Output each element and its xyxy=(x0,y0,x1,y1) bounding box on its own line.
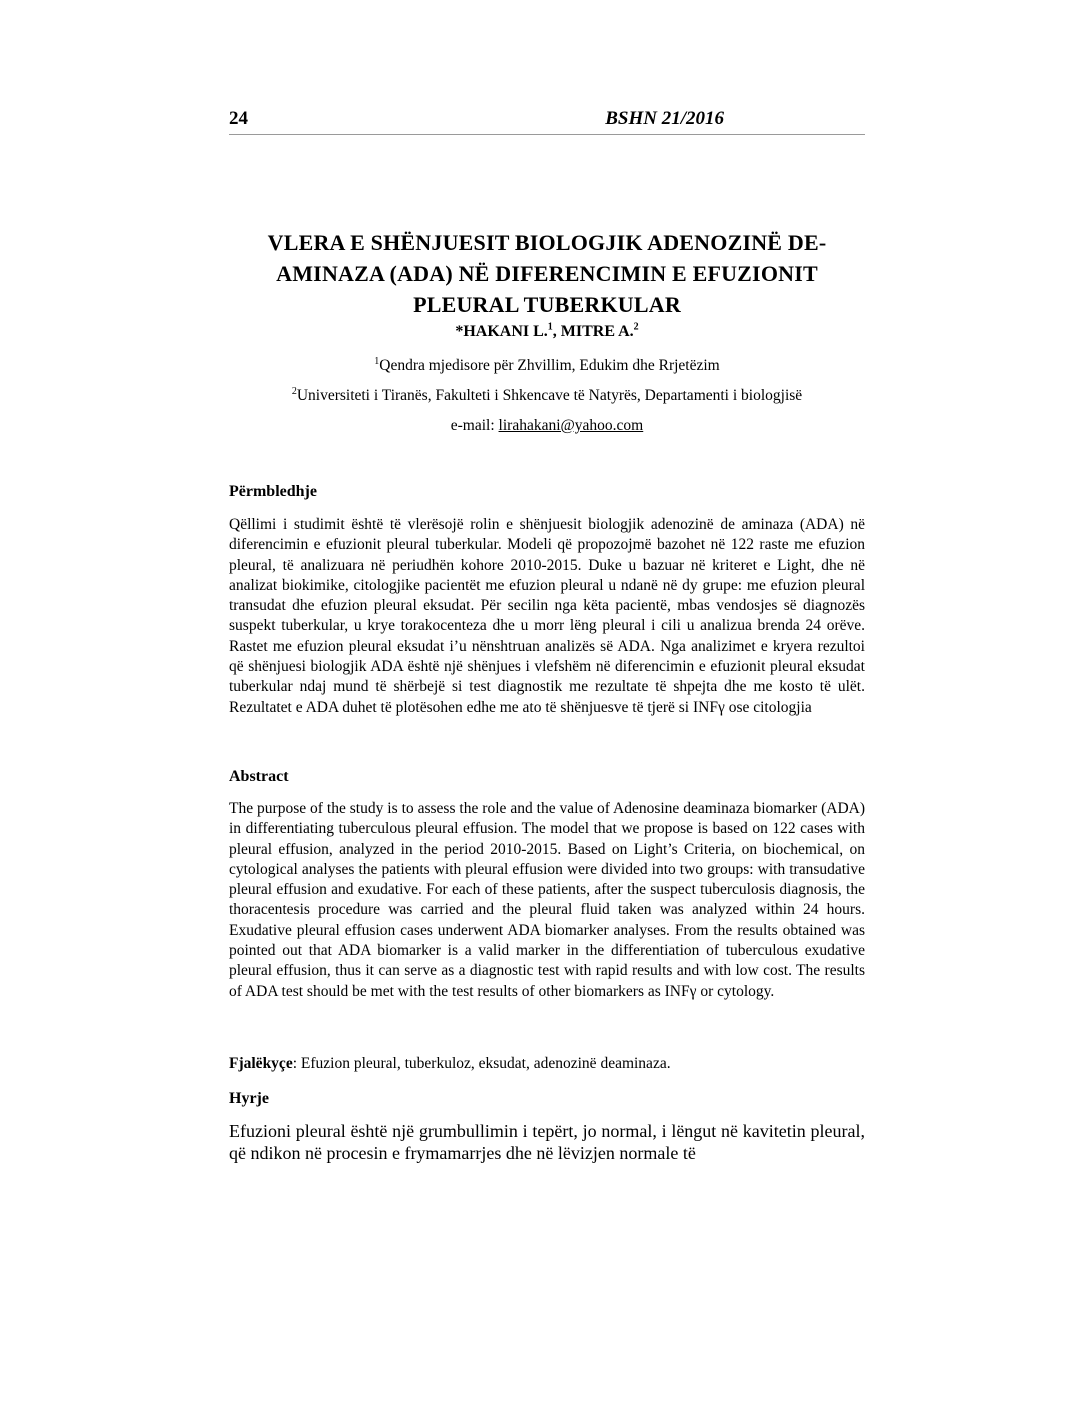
affiliation-1-mark: 1 xyxy=(374,355,380,367)
hyrje-text: Efuzioni pleural është një grumbullimin i tepërt, jo normal, i lëngut në kavitetin pleural, që ndikon në procesin e frymamarrjes dhe në lëvizjen normale të xyxy=(229,1121,865,1163)
email-line xyxy=(229,414,865,438)
email-link[interactable]: lirahakani@yahoo.com xyxy=(498,417,644,434)
journal-issue: BSHN 21/2016 xyxy=(605,108,724,129)
author-line xyxy=(229,320,865,344)
heading-permbledhje: Përmbledhje xyxy=(229,483,317,500)
header-divider xyxy=(229,134,865,135)
affiliation-2-text: Universiteti i Tiranës, Fakulteti i Shkencave të Natyrës, Departamenti i biologjisë xyxy=(296,387,803,404)
affiliation-1 xyxy=(229,354,865,378)
running-header xyxy=(229,106,865,132)
email-label: e-mail: xyxy=(450,417,499,434)
author-separator: , xyxy=(552,323,561,340)
keywords-text: : Efuzion pleural, tuberkuloz, eksudat, adenozinë deaminaza. xyxy=(292,1055,671,1072)
permbledhje-text: Qëllimi i studimit është të vlerësojë rolin e shënjuesit biologjik adenozinë de aminaza (ADA) në diferencimin e efuzionit pleural tuberkular. Modeli që propozojmë bazohet në 122 raste me efuzion pleural, të analizuara në periudhën kohore 2010-2015. Duke u bazuar në kriteret e Light, dhe në analizat biokimike, citologjike pacientët me efuzion pleural u ndanë në dy grupe: me efuzion pleural transudat dhe efuzion pleural eksudat. Për secilin nga këta pacientë, mbas vendosjes së diagnozës suspekt tuberkular, u krye torakocenteza dhe u morr lëng pleural i cili u analizua brenda 24 orëve. Rastet me efuzion pleural eksudat i’u nënshtruan analizës së ADA. Nga analizimet e kryera rezultoi që shënjuesi biologjik ADA është një shënjues i vlefshëm në diferencimin e efuzionit pleural eksudat tuberkular ndaj mund të shërbejë si test diagnostik me rezultate të shpejta dhe me kosto të ulët. Rezultatet e ADA duhet të plotësohen edhe me ato të shënjuesve të tjerë si INFγ ose citologjia xyxy=(229,516,865,716)
affiliation-2-mark: 2 xyxy=(291,385,297,397)
paper-title: VLERA E SHËNJUESIT BIOLOGJIK ADENOZINË DE-AMINAZA (ADA) NË DIFERENCIMIN E EFUZIONIT PLEURAL TUBERKULAR xyxy=(267,230,827,317)
affiliation-1-text: Qendra mjedisore për Zhvillim, Edukim dhe Rrjetëzim xyxy=(379,357,720,374)
affiliation-2 xyxy=(229,384,865,408)
author-1-affil-mark: 1 xyxy=(547,321,553,333)
abstract-text: The purpose of the study is to assess the role and the value of Adenosine deaminaza biomarker (ADA) in differentiating tuberculous pleural effusion. The model that we propose is based on 122 cases with pleural effusion, analyzed in the period 2010-2015. Based on Light’s Criteria, on biochemical, on cytological analyses the patients with pleural effusion were divided into two groups: with transudative pleural effusion and exudative. For each of these patients, after the suspect tuberculosis diagnosis, the thoracentesis procedure was carried and the pleural fluid taken was analyzed within 24 hours. Exudative pleural effusion cases underwent ADA biomarker analyses. From the results obtained was pointed out that ADA biomarker is a valid marker in the differentiation of tuberculous exudative pleural effusion, thus it can serve as a diagnostic test with rapid results and with low cost. The results of ADA test should be met with the test results of other biomarkers as INFγ or cytology. xyxy=(229,800,865,1000)
keywords-label: Fjalëkyçe xyxy=(229,1055,293,1072)
author-2-name: MITRE A. xyxy=(560,323,634,340)
heading-abstract: Abstract xyxy=(229,768,289,785)
author-1-name: *HAKANI L. xyxy=(455,323,548,340)
author-2-affil-mark: 2 xyxy=(633,321,639,333)
heading-hyrje: Hyrje xyxy=(229,1090,269,1107)
page-number: 24 xyxy=(229,108,248,129)
keywords-line xyxy=(229,1054,865,1074)
